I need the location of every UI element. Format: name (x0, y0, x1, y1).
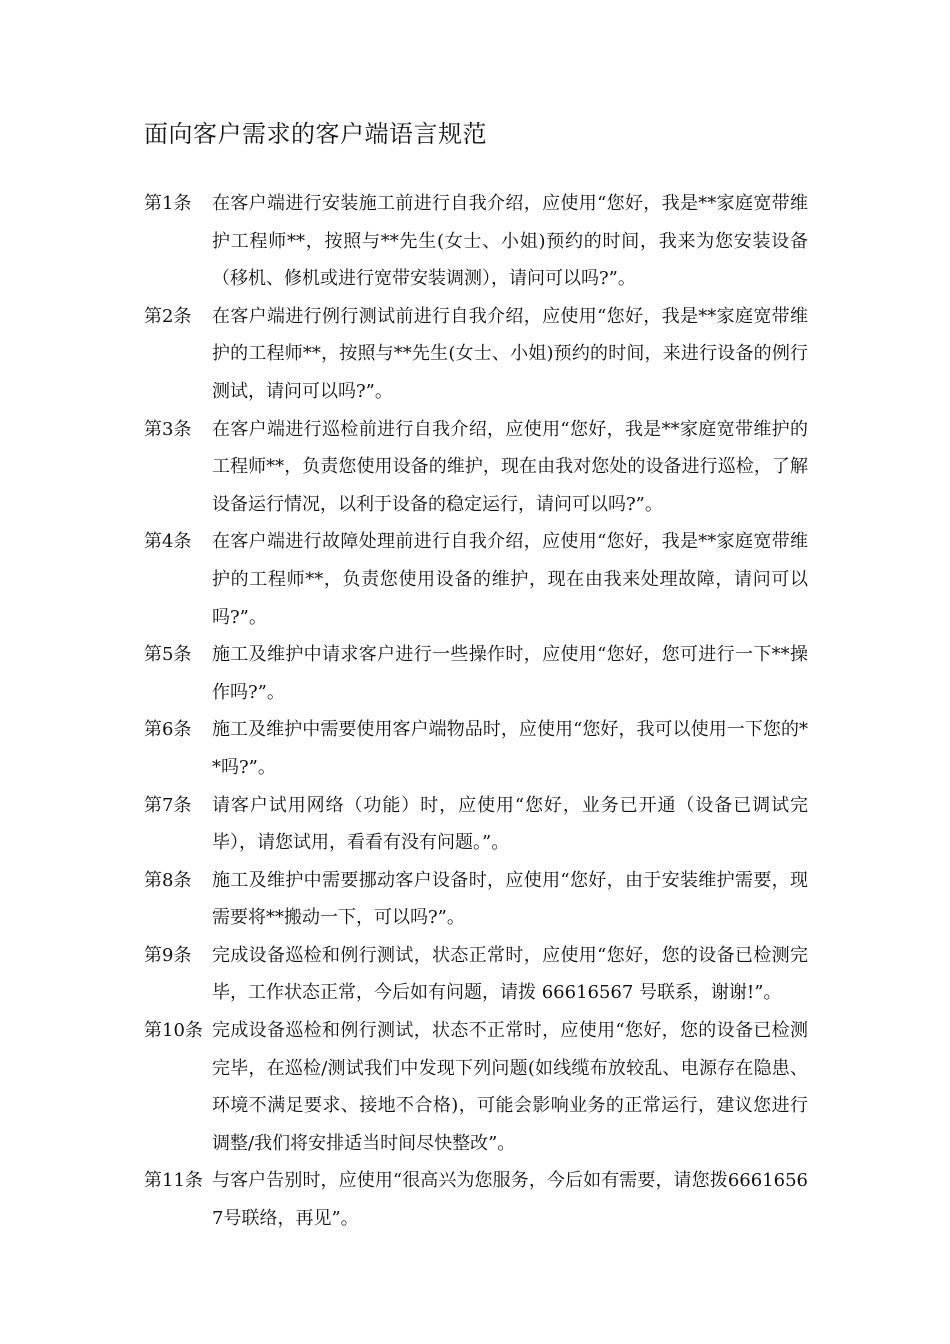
article-text: 在客户端进行巡检前进行自我介绍，应使用“您好，我是**家庭宽带维护的工程师**，负责您使用设备的维护，现在由我对您处的设备进行巡检，了解设备运行情况，以利于设备的稳定运行，请问可以吗?”。 (212, 418, 808, 515)
article-text: 请客户试用网络（功能）时，应使用“您好，业务已开通（设备已调试完毕），请您试用，看看有没有问题。”。 (212, 794, 808, 854)
article-number: 第11条 (144, 1170, 203, 1192)
article-4 (144, 523, 810, 636)
document-title: 面向客户需求的客户端语言规范 (144, 120, 487, 148)
article-2 (144, 298, 810, 411)
article-number: 第7条 (144, 794, 192, 816)
article-number: 第2条 (144, 305, 192, 327)
article-9 (144, 937, 810, 1012)
article-number: 第10条 (144, 1020, 203, 1042)
article-number: 第3条 (144, 418, 192, 440)
article-list (144, 185, 810, 1238)
article-number: 第8条 (144, 869, 192, 891)
article-number: 第4条 (144, 531, 192, 553)
article-text: 完成设备巡检和例行测试，状态正常时，应使用“您好，您的设备已检测完毕，工作状态正常，今后如有问题，请拨 66616567 号联系，谢谢!”。 (212, 944, 808, 1004)
article-5 (144, 636, 810, 711)
article-number: 第5条 (144, 644, 192, 666)
article-1 (144, 185, 810, 298)
article-10 (144, 1012, 810, 1162)
article-text: 完成设备巡检和例行测试，状态不正常时，应使用“您好，您的设备已检测完毕，在巡检/测试我们中发现下列问题(如线缆布放较乱、电源存在隐患、环境不满足要求、接地不合格)，可能会影响业务的正常运行，建议您进行调整/我们将安排适当时间尽快整改”。 (212, 1020, 808, 1154)
article-text: 施工及维护中需要使用客户端物品时，应使用“您好，我可以使用一下您的**吗?”。 (212, 719, 808, 778)
article-text: 在客户端进行安装施工前进行自我介绍，应使用“您好，我是**家庭宽带维护工程师**，按照与**先生(女士、小姐)预约的时间，我来为您安装设备（移机、修机或进行宽带安装调测），请问可以吗?”。 (212, 193, 808, 290)
article-3 (144, 411, 810, 524)
article-text: 在客户端进行故障处理前进行自我介绍，应使用“您好，我是**家庭宽带维护的工程师**，负责您使用设备的维护，现在由我来处理故障，请问可以吗?”。 (212, 531, 808, 628)
article-7 (144, 787, 810, 862)
article-number: 第1条 (144, 193, 192, 214)
article-text: 施工及维护中需要挪动客户设备时，应使用“您好，由于安装维护需要，现需要将**搬动一下，可以吗?”。 (212, 869, 808, 929)
article-number: 第9条 (144, 944, 192, 966)
article-number: 第6条 (144, 719, 192, 741)
article-8 (144, 862, 810, 937)
article-11 (144, 1162, 810, 1237)
article-text: 在客户端进行例行测试前进行自我介绍，应使用“您好，我是**家庭宽带维护的工程师**，按照与**先生(女士、小姐)预约的时间，来进行设备的例行测试，请问可以吗?”。 (212, 305, 808, 402)
article-text: 与客户告别时，应使用“很高兴为您服务，今后如有需要，请您拨66616567号联络，再见”。 (212, 1170, 808, 1230)
article-text: 施工及维护中请求客户进行一些操作时，应使用“您好，您可进行一下**操作吗?”。 (212, 644, 808, 703)
article-6 (144, 711, 810, 786)
